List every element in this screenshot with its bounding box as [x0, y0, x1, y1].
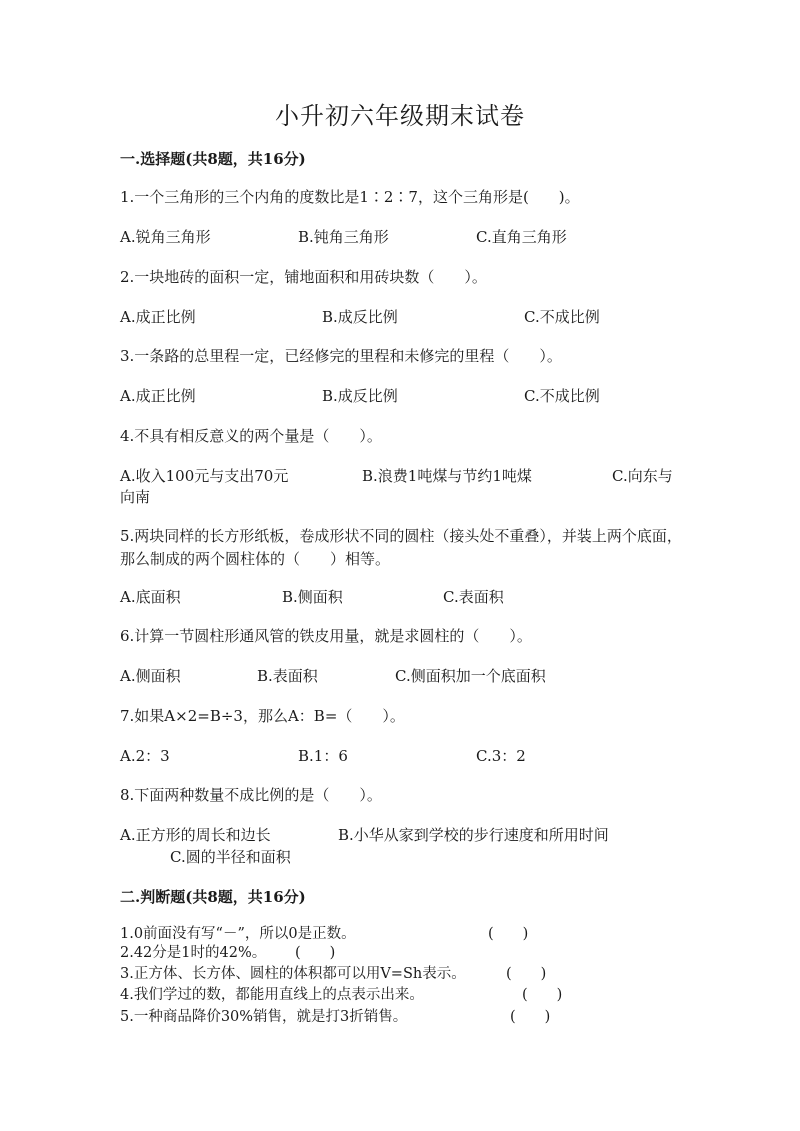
- answer-blank[interactable]: ( ): [488, 926, 529, 942]
- q7-option-c[interactable]: C.3：2: [476, 747, 526, 765]
- q3-option-b[interactable]: B.成反比例: [322, 387, 398, 405]
- section-heading-true-false: 二.判断题(共8题，共16分): [120, 888, 306, 906]
- question-8: 8.下面两种数量不成比例的是（ ）。: [120, 786, 382, 804]
- question-6: 6.计算一节圆柱形通风管的铁皮用量，就是求圆柱的（ ）。: [120, 627, 532, 645]
- q5-option-a[interactable]: A.底面积: [120, 588, 181, 606]
- answer-blank[interactable]: ( ): [295, 945, 336, 961]
- tf-item: [120, 925, 529, 944]
- q4-option-b[interactable]: B.浪费1吨煤与节约1吨煤: [362, 467, 532, 485]
- tf-item-text: 2.42分是1时的42%。: [120, 945, 267, 961]
- q4-option-c[interactable]: C.向东与: [612, 467, 673, 485]
- answer-blank[interactable]: ( ): [522, 987, 563, 1003]
- tf-item-text: 3.正方体、长方体、圆柱的体积都可以用V=Sh表示。: [120, 966, 466, 982]
- question-7: 7.如果A×2=B÷3，那么A：B=（ ）。: [120, 707, 405, 725]
- q8-option-a[interactable]: A.正方形的周长和边长: [120, 826, 271, 844]
- page-title: 小升初六年级期末试卷: [275, 102, 525, 130]
- q1-option-c[interactable]: C.直角三角形: [476, 228, 567, 246]
- q6-option-a[interactable]: A.侧面积: [120, 667, 181, 685]
- q1-option-a[interactable]: A.锐角三角形: [120, 228, 211, 246]
- question-5: 5.两块同样的长方形纸板，卷成形状不同的圆柱（接头处不重叠），并装上两个底面，那么制成的两个圆柱体的（ ）相等。: [120, 527, 682, 568]
- question-1: 1.一个三角形的三个内角的度数比是1∶2∶7，这个三角形是( )。: [120, 188, 580, 206]
- tf-item-text: 5.一种商品降价30%销售，就是打3折销售。: [120, 1009, 408, 1025]
- q2-option-a[interactable]: A.成正比例: [120, 308, 196, 326]
- question-4: 4.不具有相反意义的两个量是（ ）。: [120, 427, 382, 445]
- answer-blank[interactable]: ( ): [506, 966, 547, 982]
- tf-item: [120, 944, 336, 963]
- q7-option-b[interactable]: B.1：6: [298, 747, 348, 765]
- section-heading-choice: 一.选择题(共8题，共16分): [120, 150, 306, 168]
- tf-item: [120, 986, 563, 1005]
- answer-blank[interactable]: ( ): [510, 1009, 551, 1025]
- question-2: 2.一块地砖的面积一定，铺地面积和用砖块数（ ）。: [120, 268, 487, 286]
- q6-option-c[interactable]: C.侧面积加一个底面积: [395, 667, 546, 685]
- q6-option-b[interactable]: B.表面积: [257, 667, 318, 685]
- q4-option-a[interactable]: A.收入100元与支出70元: [120, 467, 289, 485]
- q2-option-c[interactable]: C.不成比例: [524, 308, 600, 326]
- tf-item: [120, 1008, 551, 1027]
- q5-option-b[interactable]: B.侧面积: [282, 588, 343, 606]
- q4-option-c-continued: 向南: [120, 488, 151, 506]
- q2-option-b[interactable]: B.成反比例: [322, 308, 398, 326]
- question-3: 3.一条路的总里程一定，已经修完的里程和未修完的里程（ ）。: [120, 347, 562, 365]
- q5-option-c[interactable]: C.表面积: [443, 588, 504, 606]
- tf-item-text: 1.0前面没有写“－”，所以0是正数。: [120, 926, 356, 942]
- q1-option-b[interactable]: B.钝角三角形: [298, 228, 389, 246]
- q3-option-a[interactable]: A.成正比例: [120, 387, 196, 405]
- tf-item-text: 4.我们学过的数，都能用直线上的点表示出来。: [120, 987, 424, 1003]
- q3-option-c[interactable]: C.不成比例: [524, 387, 600, 405]
- q7-option-a[interactable]: A.2：3: [120, 747, 170, 765]
- tf-item: [120, 965, 547, 984]
- q8-option-c[interactable]: C.圆的半径和面积: [170, 848, 291, 866]
- q8-option-b[interactable]: B.小华从家到学校的步行速度和所用时间: [338, 826, 609, 844]
